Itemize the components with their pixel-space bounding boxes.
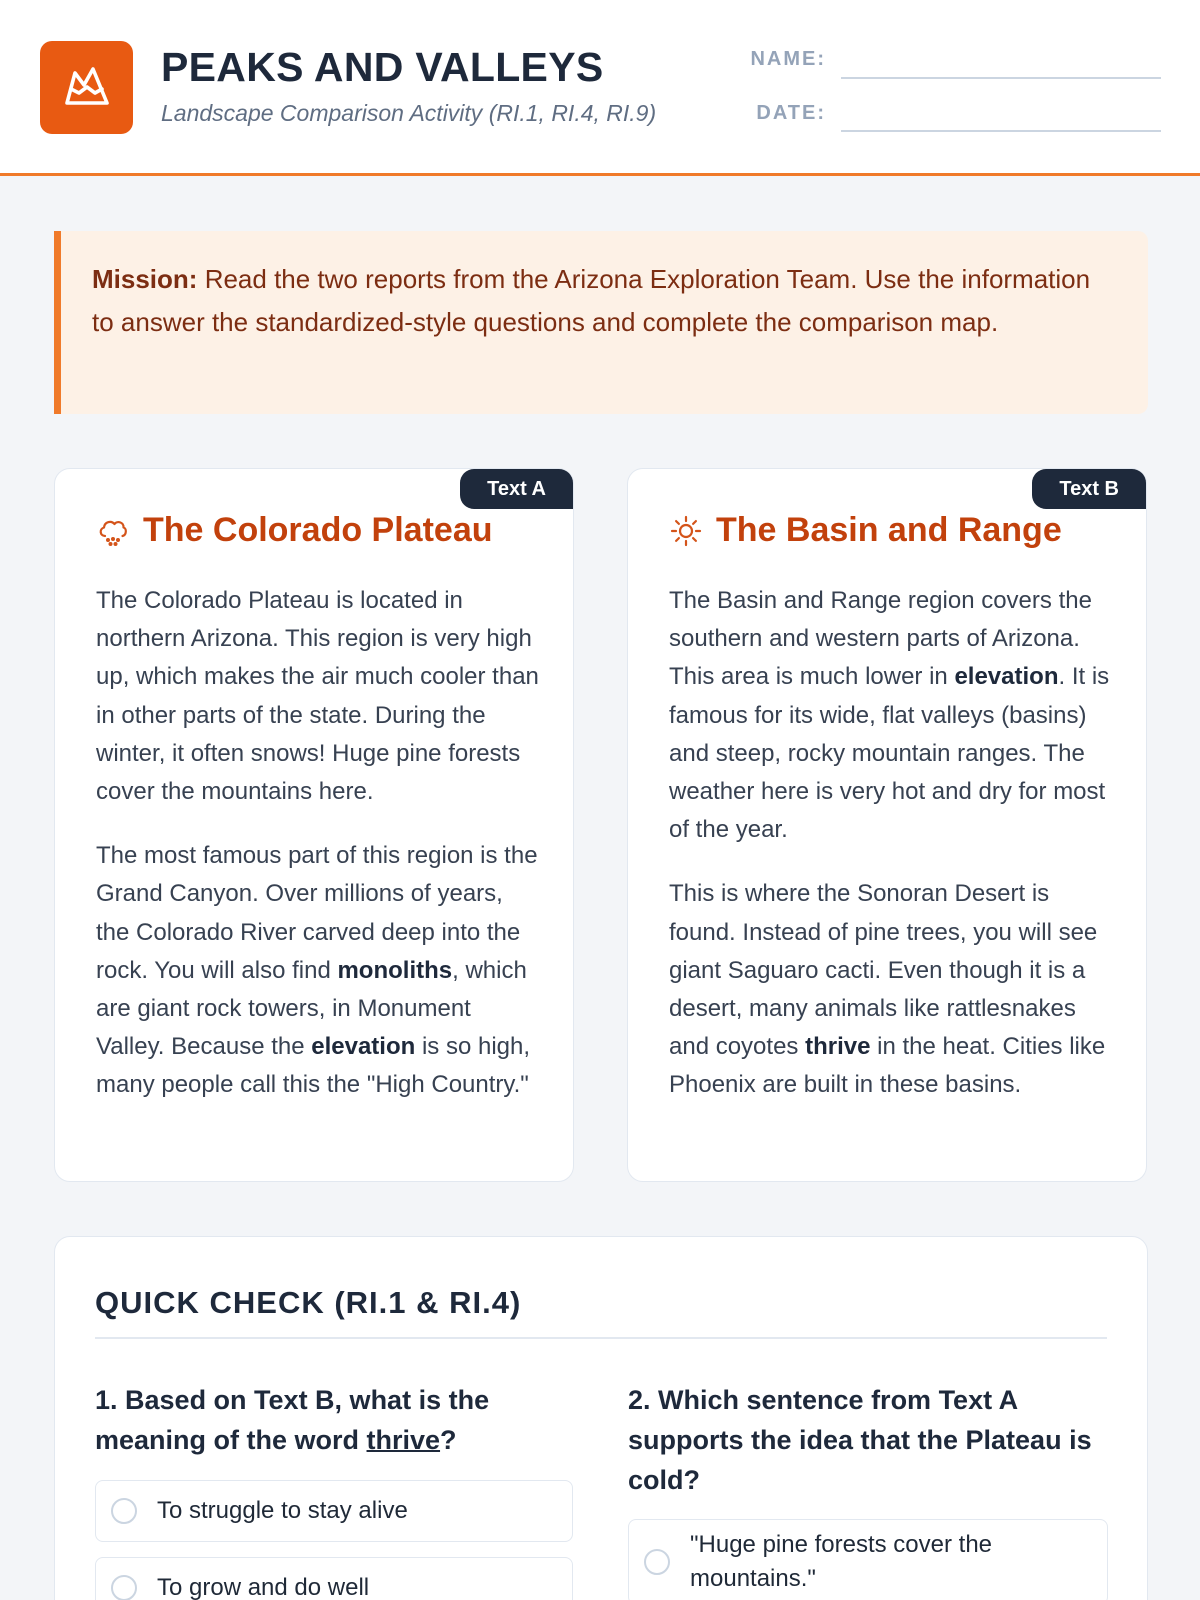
- mission-callout: [54, 231, 1148, 414]
- text-a-tag: Text A: [460, 469, 573, 509]
- text-b-title: The Basin and Range: [716, 511, 1062, 549]
- sun-icon: [668, 513, 704, 549]
- text-b-paragraph-2: This is where the Sonoran Desert is found. Instead of pine trees, you will see giant Saguaro cacti. Even though it is a desert, many animals like rattlesnakes and coyotes thrive in the heat. Cities like Phoenix are built in these basins.: [669, 880, 1106, 1099]
- answer-option[interactable]: [95, 1480, 573, 1542]
- text-b-body: [669, 582, 1114, 1131]
- quick-check-section: [54, 1236, 1148, 1600]
- page-subtitle: Landscape Comparison Activity (RI.1, RI.4, RI.9): [161, 100, 657, 126]
- text-a-paragraph-2: The most famous part of this region is the Grand Canyon. Over millions of years, the Colorado River carved deep into the rock. You will also find monoliths, which are giant rock towers, in Monument Valley. Because the elevation is so high, many people call this the "High Country.": [96, 842, 538, 1099]
- divider: [95, 1337, 1107, 1339]
- quick-check-title: QUICK CHECK (RI.1 & RI.4): [95, 1285, 522, 1320]
- cloud-snow-icon: [95, 513, 131, 549]
- answer-option-label: To grow and do well: [157, 1574, 370, 1600]
- date-field[interactable]: [841, 130, 1161, 132]
- question-1: 1. Based on Text B, what is the meaning of the word thrive?: [95, 1385, 490, 1455]
- text-b-heading: [668, 511, 1062, 550]
- vocab-elevation: elevation: [311, 1033, 416, 1061]
- worksheet-header: [0, 0, 1200, 176]
- text-b-card: [627, 468, 1147, 1182]
- vocab-monoliths: monoliths: [337, 956, 453, 984]
- text-a-heading: [95, 511, 493, 550]
- mission-text: Read the two reports from the Arizona Exploration Team. Use the information to answer the standardized-style questions and complete the comparison map.: [92, 264, 1091, 337]
- text-b-paragraph-1: The Basin and Range region covers the southern and western parts of Arizona. This area is much lower in elevation. It is famous for its wide, flat valleys (basins) and steep, rocky mountain ranges. The weather here is very hot and dry for most of the year.: [669, 587, 1110, 844]
- question-2: 2. Which sentence from Text A supports the idea that the Plateau is cold?: [628, 1385, 1092, 1495]
- text-b-tag: Text B: [1032, 469, 1146, 509]
- page-title: PEAKS AND VALLEYS: [161, 44, 604, 90]
- answer-option[interactable]: [628, 1519, 1108, 1600]
- radio-button[interactable]: [644, 1549, 670, 1575]
- mission-label: Mission:: [92, 264, 198, 294]
- radio-button[interactable]: [111, 1575, 137, 1600]
- name-field[interactable]: [841, 77, 1161, 79]
- radio-button[interactable]: [111, 1498, 137, 1524]
- text-a-title: The Colorado Plateau: [143, 511, 493, 549]
- text-a-body: [96, 582, 541, 1131]
- date-label: DATE:: [756, 102, 826, 124]
- text-a-paragraph-1: The Colorado Plateau is located in northern Arizona. This region is very high up, which makes the air much cooler than in other parts of the state. During the winter, it often snows! Huge pine forests cover the mountains here.: [96, 587, 539, 806]
- mountain-icon: [62, 60, 112, 115]
- vocab-thrive: thrive: [805, 1033, 871, 1061]
- answer-option[interactable]: [95, 1557, 573, 1600]
- text-a-card: [54, 468, 574, 1182]
- vocab-word: thrive: [366, 1425, 441, 1455]
- answer-option-label: "Huge pine forests cover the mountains.": [690, 1531, 993, 1592]
- vocab-elevation: elevation: [954, 663, 1059, 691]
- name-label: NAME:: [750, 48, 826, 70]
- answer-option-label: To struggle to stay alive: [157, 1497, 408, 1524]
- logo: [40, 41, 133, 134]
